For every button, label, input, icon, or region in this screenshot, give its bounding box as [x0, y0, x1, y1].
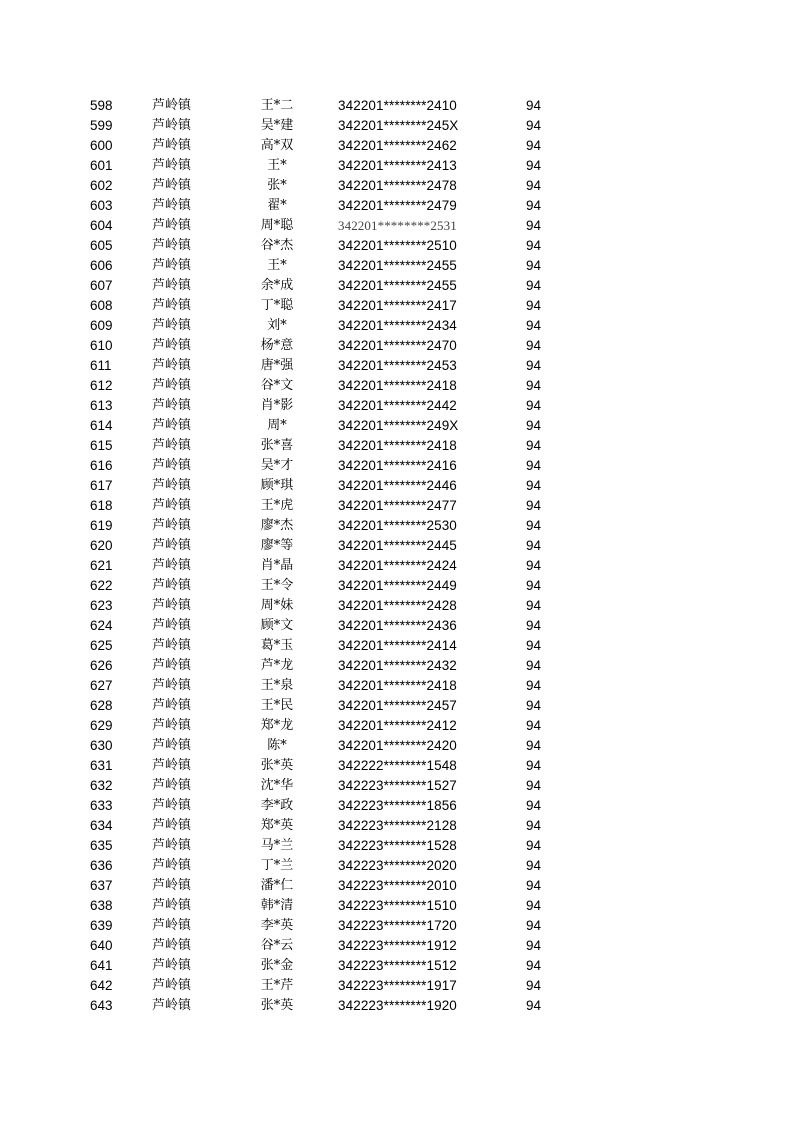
- row-id-number: 342223********2010: [338, 878, 457, 893]
- table-row: [0, 856, 794, 876]
- row-name: 周*: [267, 418, 287, 433]
- table-row: [0, 656, 794, 676]
- row-id-number: 342201********2453: [338, 358, 457, 373]
- table-row: [0, 896, 794, 916]
- row-town: 芦岭镇: [152, 718, 192, 733]
- row-score: 94: [526, 698, 542, 713]
- row-score: 94: [526, 678, 542, 693]
- row-score: 94: [526, 898, 542, 913]
- row-number: 599: [90, 118, 113, 133]
- row-score: 94: [526, 498, 542, 513]
- row-score: 94: [526, 238, 542, 253]
- row-town: 芦岭镇: [152, 838, 192, 853]
- row-score: 94: [526, 318, 542, 333]
- row-name: 丁*兰: [260, 858, 294, 873]
- table-row: [0, 276, 794, 296]
- row-town: 芦岭镇: [152, 818, 192, 833]
- row-id-number: 342201********2414: [338, 638, 457, 653]
- row-number: 616: [90, 458, 113, 473]
- row-id-number: 342201********2418: [338, 438, 457, 453]
- row-id-number: 342201********2417: [338, 298, 457, 313]
- row-name: 王*二: [260, 98, 294, 113]
- row-id-number: 342223********1912: [338, 938, 457, 953]
- row-name: 顾*琪: [260, 478, 294, 493]
- table-row: [0, 96, 794, 116]
- row-id-number: 342201********2531: [338, 218, 457, 233]
- row-number: 614: [90, 418, 113, 433]
- row-number: 632: [90, 778, 113, 793]
- row-score: 94: [526, 398, 542, 413]
- row-number: 640: [90, 938, 113, 953]
- data-table: [0, 96, 794, 1016]
- table-row: [0, 456, 794, 476]
- row-name: 顾*文: [260, 618, 294, 633]
- table-row: [0, 396, 794, 416]
- table-row: [0, 336, 794, 356]
- row-town: 芦岭镇: [152, 858, 192, 873]
- row-number: 601: [90, 158, 113, 173]
- row-score: 94: [526, 418, 542, 433]
- table-row: [0, 216, 794, 236]
- row-town: 芦岭镇: [152, 798, 192, 813]
- row-name: 葛*玉: [260, 638, 294, 653]
- row-score: 94: [526, 538, 542, 553]
- row-town: 芦岭镇: [152, 158, 192, 173]
- row-score: 94: [526, 358, 542, 373]
- row-score: 94: [526, 658, 542, 673]
- row-name: 廖*等: [260, 538, 294, 553]
- row-town: 芦岭镇: [152, 378, 192, 393]
- row-id-number: 342201********2477: [338, 498, 457, 513]
- row-number: 603: [90, 198, 113, 213]
- row-score: 94: [526, 118, 542, 133]
- row-id-number: 342201********2510: [338, 238, 457, 253]
- row-id-number: 342201********2457: [338, 698, 457, 713]
- row-id-number: 342223********1527: [338, 778, 457, 793]
- row-town: 芦岭镇: [152, 518, 192, 533]
- row-name: 周*妹: [260, 598, 294, 613]
- row-score: 94: [526, 478, 542, 493]
- row-name: 潘*仁: [260, 878, 294, 893]
- row-id-number: 342201********249X: [338, 418, 459, 433]
- row-score: 94: [526, 598, 542, 613]
- table-row: [0, 556, 794, 576]
- table-row: [0, 176, 794, 196]
- row-town: 芦岭镇: [152, 458, 192, 473]
- row-id-number: 342201********2410: [338, 98, 457, 113]
- row-town: 芦岭镇: [152, 698, 192, 713]
- table-row: [0, 796, 794, 816]
- row-town: 芦岭镇: [152, 558, 192, 573]
- row-number: 637: [90, 878, 113, 893]
- table-row: [0, 916, 794, 936]
- row-town: 芦岭镇: [152, 678, 192, 693]
- row-score: 94: [526, 918, 542, 933]
- row-score: 94: [526, 818, 542, 833]
- row-id-number: 342201********2432: [338, 658, 457, 673]
- row-id-number: 342201********2420: [338, 738, 457, 753]
- row-town: 芦岭镇: [152, 358, 192, 373]
- row-name: 吴*建: [260, 118, 294, 133]
- row-score: 94: [526, 518, 542, 533]
- row-number: 609: [90, 318, 113, 333]
- table-row: [0, 416, 794, 436]
- row-id-number: 342223********1512: [338, 958, 457, 973]
- row-name: 陈*: [267, 738, 287, 753]
- row-name: 韩*清: [260, 898, 294, 913]
- row-name: 刘*: [267, 318, 287, 333]
- row-number: 623: [90, 598, 113, 613]
- row-name: 王*民: [260, 698, 294, 713]
- row-number: 639: [90, 918, 113, 933]
- row-score: 94: [526, 378, 542, 393]
- row-name: 杨*意: [260, 338, 294, 353]
- row-number: 613: [90, 398, 113, 413]
- row-name: 周*聪: [260, 218, 294, 233]
- row-town: 芦岭镇: [152, 658, 192, 673]
- row-town: 芦岭镇: [152, 478, 192, 493]
- row-town: 芦岭镇: [152, 498, 192, 513]
- row-name: 李*政: [260, 798, 294, 813]
- row-number: 624: [90, 618, 113, 633]
- row-id-number: 342201********2530: [338, 518, 457, 533]
- row-town: 芦岭镇: [152, 938, 192, 953]
- table-row: [0, 356, 794, 376]
- table-row: [0, 836, 794, 856]
- row-town: 芦岭镇: [152, 538, 192, 553]
- row-town: 芦岭镇: [152, 338, 192, 353]
- table-row: [0, 196, 794, 216]
- table-row: [0, 436, 794, 456]
- table-row: [0, 576, 794, 596]
- row-score: 94: [526, 718, 542, 733]
- row-name: 张*喜: [260, 438, 294, 453]
- row-town: 芦岭镇: [152, 758, 192, 773]
- row-number: 607: [90, 278, 113, 293]
- row-number: 630: [90, 738, 113, 753]
- row-town: 芦岭镇: [152, 418, 192, 433]
- row-name: 张*英: [260, 758, 294, 773]
- row-id-number: 342201********2479: [338, 198, 457, 213]
- row-id-number: 342201********2470: [338, 338, 457, 353]
- row-id-number: 342201********2455: [338, 258, 457, 273]
- table-row: [0, 696, 794, 716]
- row-id-number: 342222********1548: [338, 758, 457, 773]
- row-town: 芦岭镇: [152, 598, 192, 613]
- row-score: 94: [526, 878, 542, 893]
- row-score: 94: [526, 198, 542, 213]
- row-id-number: 342201********2428: [338, 598, 457, 613]
- row-town: 芦岭镇: [152, 238, 192, 253]
- row-town: 芦岭镇: [152, 258, 192, 273]
- row-id-number: 342223********2020: [338, 858, 457, 873]
- row-score: 94: [526, 218, 542, 233]
- row-number: 635: [90, 838, 113, 853]
- table-row: [0, 816, 794, 836]
- table-row: [0, 716, 794, 736]
- row-number: 617: [90, 478, 113, 493]
- row-id-number: 342201********2413: [338, 158, 457, 173]
- row-name: 谷*杰: [260, 238, 294, 253]
- row-score: 94: [526, 278, 542, 293]
- row-name: 王*芹: [260, 978, 294, 993]
- table-row: [0, 236, 794, 256]
- row-town: 芦岭镇: [152, 98, 192, 113]
- table-row: [0, 996, 794, 1016]
- row-name: 谷*云: [260, 938, 294, 953]
- row-number: 628: [90, 698, 113, 713]
- row-town: 芦岭镇: [152, 778, 192, 793]
- row-number: 621: [90, 558, 113, 573]
- row-score: 94: [526, 438, 542, 453]
- row-town: 芦岭镇: [152, 998, 192, 1013]
- table-row: [0, 376, 794, 396]
- table-row: [0, 736, 794, 756]
- row-number: 610: [90, 338, 113, 353]
- table-row: [0, 136, 794, 156]
- table-row: [0, 116, 794, 136]
- table-row: [0, 756, 794, 776]
- row-town: 芦岭镇: [152, 198, 192, 213]
- row-score: 94: [526, 578, 542, 593]
- table-row: [0, 876, 794, 896]
- row-score: 94: [526, 938, 542, 953]
- row-score: 94: [526, 558, 542, 573]
- table-row: [0, 296, 794, 316]
- table-row: [0, 256, 794, 276]
- row-id-number: 342201********2412: [338, 718, 457, 733]
- row-score: 94: [526, 258, 542, 273]
- row-id-number: 342223********1920: [338, 998, 457, 1013]
- row-score: 94: [526, 858, 542, 873]
- row-id-number: 342223********2128: [338, 818, 457, 833]
- row-number: 638: [90, 898, 113, 913]
- row-number: 604: [90, 218, 113, 233]
- row-name: 余*成: [260, 278, 294, 293]
- row-id-number: 342201********2416: [338, 458, 457, 473]
- table-row: [0, 516, 794, 536]
- row-name: 郑*龙: [260, 718, 294, 733]
- row-id-number: 342201********2418: [338, 678, 457, 693]
- row-id-number: 342201********2445: [338, 538, 457, 553]
- row-number: 629: [90, 718, 113, 733]
- row-town: 芦岭镇: [152, 578, 192, 593]
- table-row: [0, 976, 794, 996]
- row-name: 肖*晶: [260, 558, 294, 573]
- row-number: 602: [90, 178, 113, 193]
- row-score: 94: [526, 618, 542, 633]
- table-row: [0, 956, 794, 976]
- table-row: [0, 156, 794, 176]
- row-number: 643: [90, 998, 113, 1013]
- table-row: [0, 676, 794, 696]
- row-name: 吴*才: [260, 458, 294, 473]
- table-row: [0, 616, 794, 636]
- table-row: [0, 476, 794, 496]
- row-score: 94: [526, 158, 542, 173]
- row-id-number: 342223********1510: [338, 898, 457, 913]
- row-town: 芦岭镇: [152, 898, 192, 913]
- row-id-number: 342223********1720: [338, 918, 457, 933]
- row-score: 94: [526, 638, 542, 653]
- row-score: 94: [526, 298, 542, 313]
- row-town: 芦岭镇: [152, 738, 192, 753]
- row-name: 沈*华: [260, 778, 294, 793]
- row-town: 芦岭镇: [152, 878, 192, 893]
- row-number: 633: [90, 798, 113, 813]
- row-id-number: 342223********1528: [338, 838, 457, 853]
- row-number: 618: [90, 498, 113, 513]
- row-name: 张*金: [260, 958, 294, 973]
- table-row: [0, 636, 794, 656]
- row-number: 611: [90, 358, 112, 373]
- row-number: 619: [90, 518, 113, 533]
- row-name: 王*令: [260, 578, 294, 593]
- row-town: 芦岭镇: [152, 398, 192, 413]
- row-name: 李*英: [260, 918, 294, 933]
- row-number: 622: [90, 578, 113, 593]
- row-name: 王*: [267, 258, 287, 273]
- row-number: 634: [90, 818, 113, 833]
- row-name: 郑*英: [260, 818, 294, 833]
- row-town: 芦岭镇: [152, 438, 192, 453]
- row-id-number: 342201********2436: [338, 618, 457, 633]
- row-number: 598: [90, 98, 113, 113]
- row-town: 芦岭镇: [152, 118, 192, 133]
- row-town: 芦岭镇: [152, 298, 192, 313]
- row-id-number: 342201********2442: [338, 398, 457, 413]
- row-town: 芦岭镇: [152, 278, 192, 293]
- row-number: 605: [90, 238, 113, 253]
- row-number: 615: [90, 438, 113, 453]
- row-score: 94: [526, 838, 542, 853]
- row-town: 芦岭镇: [152, 958, 192, 973]
- row-id-number: 342201********2446: [338, 478, 457, 493]
- row-town: 芦岭镇: [152, 918, 192, 933]
- row-name: 芦*龙: [260, 658, 294, 673]
- row-number: 626: [90, 658, 113, 673]
- row-town: 芦岭镇: [152, 318, 192, 333]
- row-score: 94: [526, 738, 542, 753]
- table-row: [0, 496, 794, 516]
- row-id-number: 342201********2455: [338, 278, 457, 293]
- row-score: 94: [526, 338, 542, 353]
- row-score: 94: [526, 998, 542, 1013]
- row-id-number: 342223********1856: [338, 798, 457, 813]
- row-id-number: 342201********245X: [338, 118, 459, 133]
- row-name: 高*双: [260, 138, 294, 153]
- row-name: 王*泉: [260, 678, 294, 693]
- row-town: 芦岭镇: [152, 178, 192, 193]
- row-name: 翟*: [267, 198, 287, 213]
- row-name: 廖*杰: [260, 518, 294, 533]
- row-score: 94: [526, 98, 542, 113]
- row-name: 王*: [267, 158, 287, 173]
- row-id-number: 342201********2418: [338, 378, 457, 393]
- row-id-number: 342201********2478: [338, 178, 457, 193]
- row-town: 芦岭镇: [152, 138, 192, 153]
- row-score: 94: [526, 798, 542, 813]
- row-name: 张*: [267, 178, 287, 193]
- row-id-number: 342201********2449: [338, 578, 457, 593]
- table-row: [0, 936, 794, 956]
- row-number: 641: [90, 958, 113, 973]
- row-number: 627: [90, 678, 113, 693]
- row-id-number: 342201********2424: [338, 558, 457, 573]
- row-score: 94: [526, 758, 542, 773]
- row-town: 芦岭镇: [152, 638, 192, 653]
- row-number: 620: [90, 538, 113, 553]
- row-score: 94: [526, 778, 542, 793]
- row-score: 94: [526, 138, 542, 153]
- row-town: 芦岭镇: [152, 618, 192, 633]
- row-name: 王*虎: [260, 498, 294, 513]
- row-number: 600: [90, 138, 113, 153]
- row-id-number: 342201********2434: [338, 318, 457, 333]
- row-score: 94: [526, 458, 542, 473]
- row-number: 636: [90, 858, 113, 873]
- row-name: 肖*影: [260, 398, 294, 413]
- row-number: 625: [90, 638, 113, 653]
- row-score: 94: [526, 178, 542, 193]
- table-row: [0, 316, 794, 336]
- row-score: 94: [526, 978, 542, 993]
- table-row: [0, 596, 794, 616]
- row-number: 606: [90, 258, 113, 273]
- row-number: 612: [90, 378, 113, 393]
- table-row: [0, 536, 794, 556]
- row-number: 642: [90, 978, 113, 993]
- row-id-number: 342201********2462: [338, 138, 457, 153]
- row-name: 张*英: [260, 998, 294, 1013]
- table-row: [0, 776, 794, 796]
- row-town: 芦岭镇: [152, 978, 192, 993]
- row-id-number: 342223********1917: [338, 978, 457, 993]
- row-score: 94: [526, 958, 542, 973]
- row-name: 马*兰: [260, 838, 294, 853]
- row-number: 631: [90, 758, 113, 773]
- row-name: 丁*聪: [260, 298, 294, 313]
- row-number: 608: [90, 298, 113, 313]
- row-name: 谷*文: [260, 378, 294, 393]
- row-name: 唐*强: [260, 358, 294, 373]
- row-town: 芦岭镇: [152, 218, 192, 233]
